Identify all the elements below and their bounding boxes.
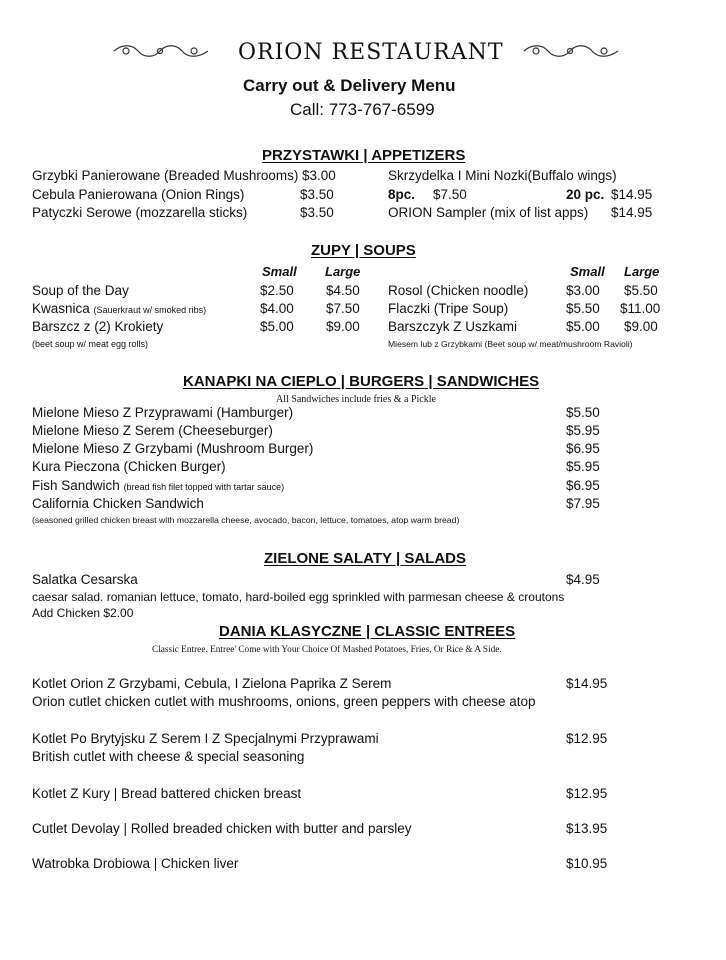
entree-price: $13.95 [566,821,608,836]
small-column-header: Small [262,264,297,279]
salad-addon: Add Chicken $2.00 [32,606,134,620]
soup-name: Flaczki (Tripe Soup) [388,301,509,316]
soup-large-price: $9.00 [624,319,658,334]
entree-price: $14.95 [566,676,608,691]
soup-name-text: Kwasnica [32,301,90,316]
sandwiches-note: All Sandwiches include fries & a Pickle [276,394,436,405]
restaurant-title: ORION RESTAURANT [238,40,504,65]
entree-name: Kotlet Po Brytyjsku Z Serem I Z Specjalnymi Przyprawami [32,731,379,746]
soup-name: Barszcz z (2) Krokiety [32,319,164,334]
wings-20pc-label: 20 pc. [566,187,605,202]
salad-price: $4.95 [566,572,600,587]
sandwich-price: $5.50 [566,405,600,420]
sandwich-price: $6.95 [566,478,600,493]
soup-large-price: $4.50 [326,283,360,298]
entree-description: British cutlet with cheese & special seasoning [32,749,305,764]
appetizer-name: Patyczki Serowe (mozzarella sticks) [32,205,248,220]
appetizer-price: $3.50 [300,205,334,220]
appetizer-name: Cebula Panierowana (Onion Rings) [32,187,245,202]
entree-description: Orion cutlet chicken cutlet with mushrooms, onions, green peppers with cheese atop [32,694,536,709]
sandwich-name: California Chicken Sandwich [32,496,204,511]
sampler-name: ORION Sampler (mix of list apps) [388,205,589,220]
soup-name: Soup of the Day [32,283,129,298]
wings-name: Skrzydelka I Mini Nozki(Buffalo wings) [388,168,617,183]
small-column-header: Small [570,264,605,279]
wings-20pc-price: $14.95 [611,187,653,202]
left-flourish-ornament [112,43,210,59]
soup-small-price: $4.00 [260,301,294,316]
sandwich-price: $6.95 [566,441,600,456]
salad-name: Salatka Cesarska [32,572,138,587]
sandwich-name: Mielone Mieso Z Serem (Cheeseburger) [32,423,273,438]
sandwich-name [32,478,284,493]
phone-number: Call: 773-767-6599 [290,100,435,119]
wings-8pc-price: $7.50 [433,187,467,202]
large-column-header: Large [325,264,361,279]
entree-name: Kotlet Orion Z Grzybami, Cebula, I Zielona Paprika Z Serem [32,676,392,691]
soup-note: (beet soup w/ meat egg rolls) [32,339,149,349]
sampler-price: $14.95 [611,205,653,220]
sandwiches-heading: KANAPKI NA CIEPLO | BURGERS | SANDWICHES [183,373,540,390]
menu-subtitle: Carry out & Delivery Menu [243,76,456,95]
soup-name: Barszczyk Z Uszkami [388,319,518,334]
sandwich-name-text: Fish Sandwich [32,478,120,493]
entree-price: $12.95 [566,786,608,801]
sandwich-detail: (bread fish filet topped with tartar sauce) [123,482,285,492]
soup-small-price: $2.50 [260,283,294,298]
entree-price: $12.95 [566,731,608,746]
appetizer-price: $3.50 [300,187,334,202]
sandwich-note: (seasoned grilled chicken breast with mozzarella cheese, avocado, bacon, lettuce, tomatoes, atop warm bread) [32,515,460,525]
sandwich-price: $5.95 [566,423,600,438]
soup-large-price: $7.50 [326,301,360,316]
soup-name [32,301,206,316]
sandwich-price: $5.95 [566,459,600,474]
entree-price: $10.95 [566,856,608,871]
soup-large-price: $9.00 [326,319,360,334]
soup-note: (Sauerkraut w/ smoked ribs) [93,305,207,315]
salad-description: caesar salad. romanian lettuce, tomato, hard-boiled egg sprinkled with parmesan cheese & croutons [32,590,565,604]
appetizer-name: Grzybki Panierowane (Breaded Mushrooms) [32,168,299,183]
soup-small-price: $5.00 [260,319,294,334]
entree-name: Cutlet Devolay | Rolled breaded chicken with butter and parsley [32,821,412,836]
soup-large-price: $11.00 [620,301,661,316]
right-flourish-ornament [522,43,620,59]
entrees-heading: DANIA KLASYCZNE | CLASSIC ENTREES [219,623,516,640]
soup-small-price: $5.00 [566,319,600,334]
sandwich-name: Mielone Mieso Z Grzybami (Mushroom Burger) [32,441,314,456]
soups-heading: ZUPY | SOUPS [311,242,416,259]
large-column-header: Large [624,264,660,279]
sandwich-name: Kura Pieczona (Chicken Burger) [32,459,226,474]
sandwich-name: Mielone Mieso Z Przyprawami (Hamburger) [32,405,294,420]
entree-name: Watrobka Drobiowa | Chicken liver [32,856,239,871]
soup-note: Miesem lub z Grzybkami (Beet soup w/ meat/mushroom Ravioli) [388,339,633,349]
appetizers-heading: PRZYSTAWKI | APPETIZERS [262,147,466,164]
entree-name: Kotlet Z Kury | Bread battered chicken breast [32,786,302,801]
soup-small-price: $5.50 [566,301,600,316]
soup-large-price: $5.50 [624,283,658,298]
soup-small-price: $3.00 [566,283,600,298]
salads-heading: ZIELONE SALATY | SALADS [264,550,466,567]
wings-8pc-label: 8pc. [388,187,416,202]
sandwich-price: $7.95 [566,496,600,511]
soup-name: Rosol (Chicken noodle) [388,283,529,298]
appetizer-price: $3.00 [302,168,336,183]
entrees-note: Classic Entree. Entree' Come with Your Choice Of Mashed Potatoes, Fries, Or Rice & A Side. [152,645,502,655]
